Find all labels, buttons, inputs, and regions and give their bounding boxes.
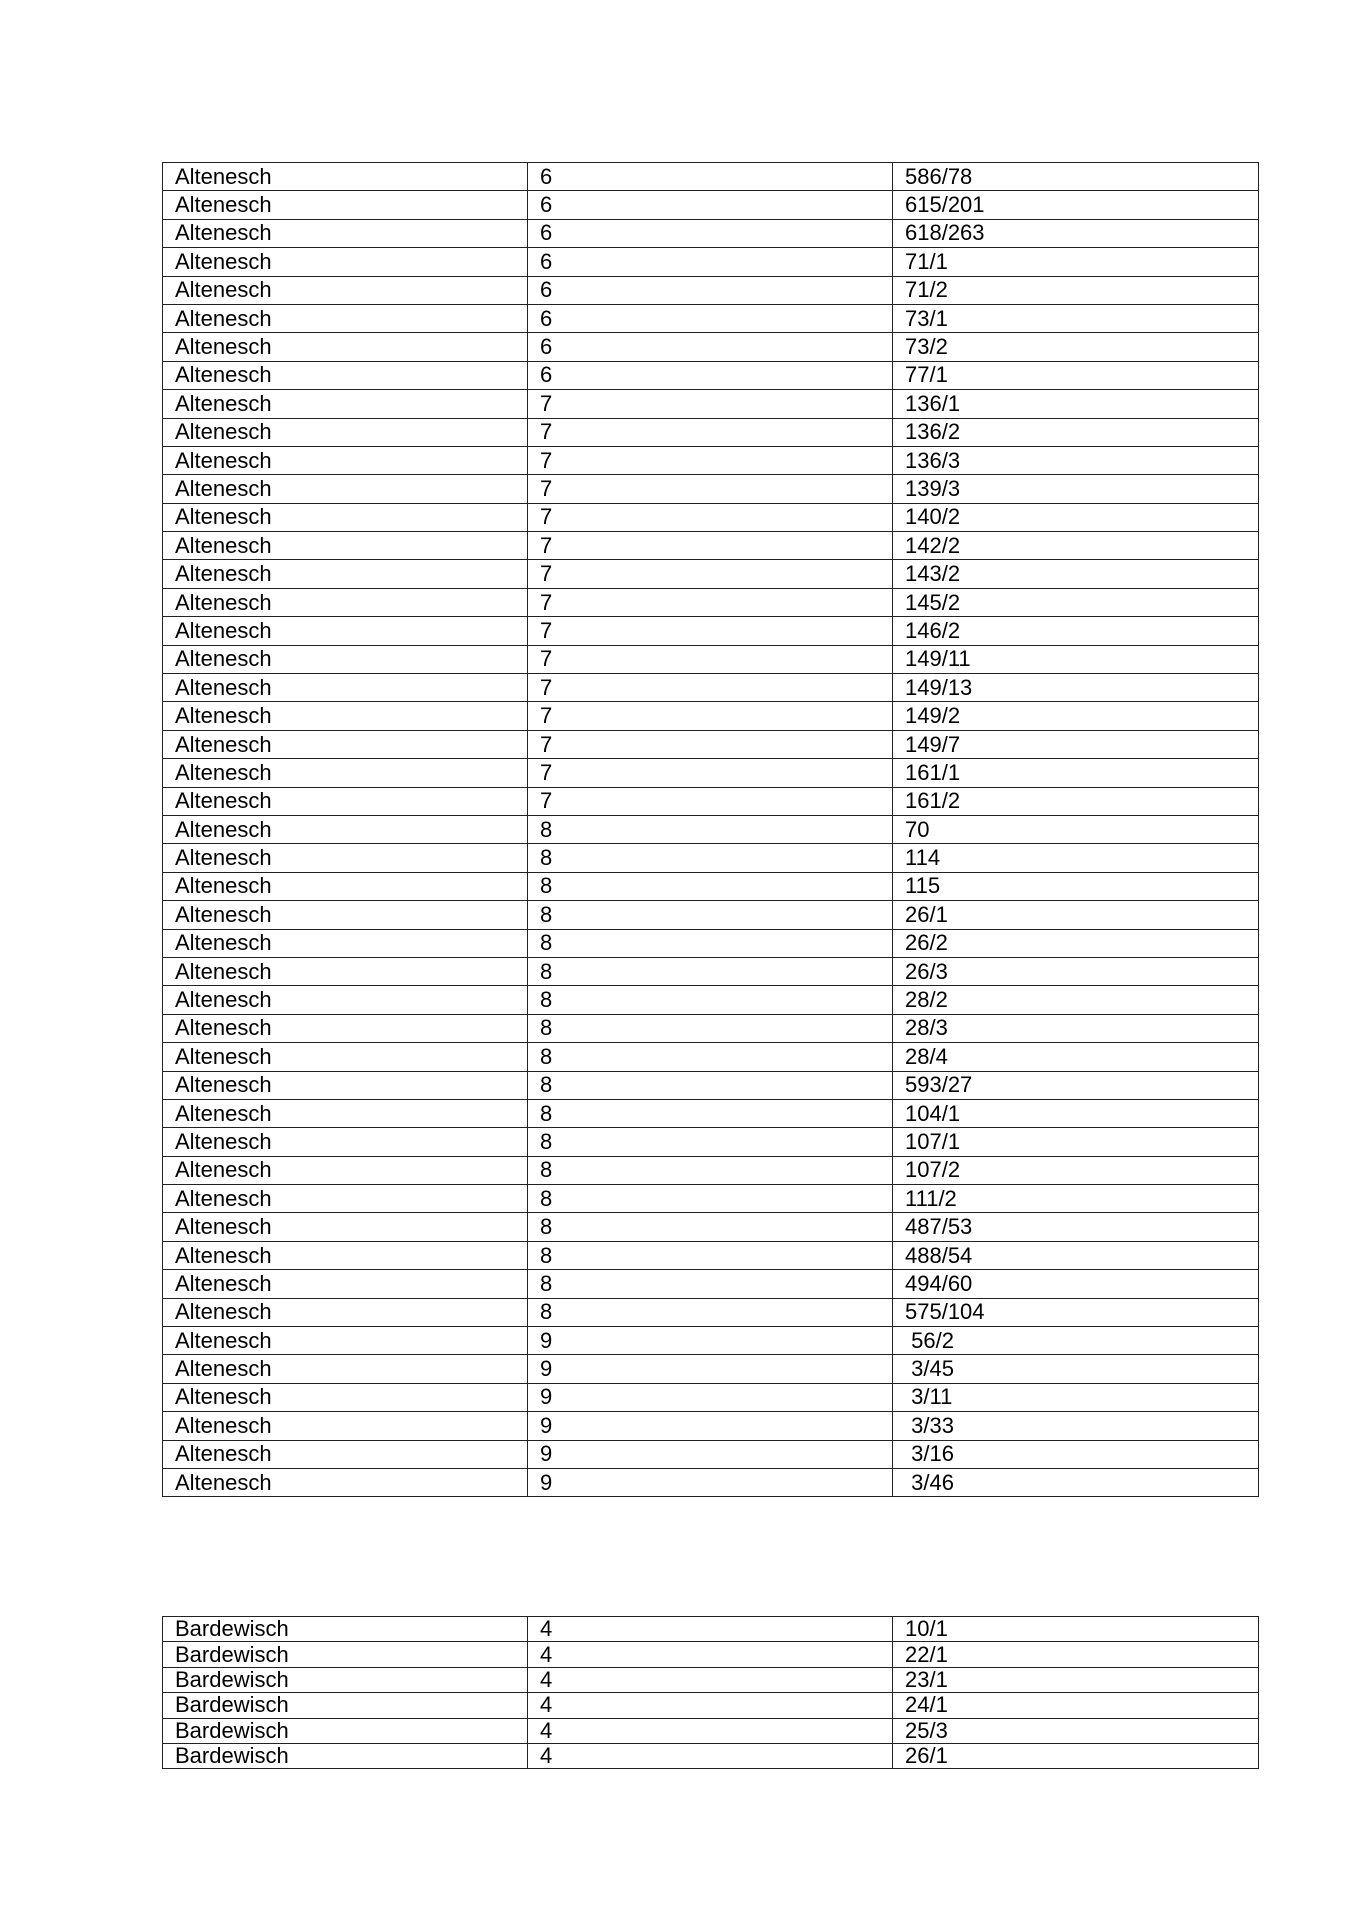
cell-flur: 8 (528, 1156, 893, 1184)
cell-parcel: 146/2 (893, 617, 1259, 645)
cell-parcel: 593/27 (893, 1071, 1259, 1099)
cell-location: Altenesch (163, 560, 528, 588)
cell-flur: 6 (528, 276, 893, 304)
table-row (163, 560, 1259, 588)
cell-parcel: 139/3 (893, 475, 1259, 503)
cell-parcel: 136/1 (893, 390, 1259, 418)
cell-location: Altenesch (163, 1241, 528, 1269)
cell-location: Altenesch (163, 1185, 528, 1213)
cell-flur: 4 (528, 1693, 893, 1718)
table-row (163, 730, 1259, 758)
cell-location: Altenesch (163, 1440, 528, 1468)
cell-location: Bardewisch (163, 1693, 528, 1718)
cell-location: Altenesch (163, 1270, 528, 1298)
cell-location: Altenesch (163, 901, 528, 929)
cell-location: Altenesch (163, 1327, 528, 1355)
cell-parcel: 149/2 (893, 702, 1259, 730)
table-row (163, 674, 1259, 702)
table-row (163, 1043, 1259, 1071)
table-row (163, 1099, 1259, 1127)
cell-parcel: 71/1 (893, 248, 1259, 276)
cell-parcel: 70 (893, 815, 1259, 843)
cell-location: Bardewisch (163, 1743, 528, 1768)
cell-flur: 6 (528, 304, 893, 332)
cell-location: Altenesch (163, 276, 528, 304)
cell-location: Altenesch (163, 957, 528, 985)
cell-flur: 7 (528, 702, 893, 730)
cell-flur: 9 (528, 1440, 893, 1468)
cell-flur: 9 (528, 1383, 893, 1411)
cell-flur: 8 (528, 929, 893, 957)
cell-flur: 8 (528, 1128, 893, 1156)
table-row (163, 1667, 1259, 1692)
cell-parcel: 149/7 (893, 730, 1259, 758)
cell-location: Altenesch (163, 1355, 528, 1383)
cell-parcel: 618/263 (893, 219, 1259, 247)
cell-parcel: 615/201 (893, 191, 1259, 219)
cell-flur: 6 (528, 361, 893, 389)
cell-location: Altenesch (163, 702, 528, 730)
cell-location: Altenesch (163, 219, 528, 247)
cell-parcel: 28/2 (893, 986, 1259, 1014)
cell-location: Altenesch (163, 446, 528, 474)
parcel-table-bardewisch (162, 1616, 1259, 1769)
table-row (163, 219, 1259, 247)
table-row (163, 1241, 1259, 1269)
cell-flur: 7 (528, 645, 893, 673)
cell-parcel: 26/1 (893, 1743, 1259, 1768)
cell-flur: 8 (528, 844, 893, 872)
cell-flur: 8 (528, 1099, 893, 1127)
table-row (163, 901, 1259, 929)
table-row (163, 333, 1259, 361)
cell-parcel: 104/1 (893, 1099, 1259, 1127)
table-row (163, 1355, 1259, 1383)
cell-parcel: 71/2 (893, 276, 1259, 304)
cell-parcel: 22/1 (893, 1642, 1259, 1667)
cell-parcel: 26/1 (893, 901, 1259, 929)
cell-location: Bardewisch (163, 1642, 528, 1667)
cell-location: Bardewisch (163, 1617, 528, 1642)
table-row (163, 617, 1259, 645)
cell-parcel: 114 (893, 844, 1259, 872)
cell-parcel: 73/1 (893, 304, 1259, 332)
table-row (163, 1156, 1259, 1184)
cell-flur: 8 (528, 1298, 893, 1326)
cell-location: Altenesch (163, 333, 528, 361)
cell-parcel: 136/3 (893, 446, 1259, 474)
cell-parcel: 26/3 (893, 957, 1259, 985)
table-row (163, 390, 1259, 418)
table-row (163, 759, 1259, 787)
cell-flur: 6 (528, 219, 893, 247)
table-row (163, 1617, 1259, 1642)
cell-parcel: 161/2 (893, 787, 1259, 815)
cell-location: Bardewisch (163, 1667, 528, 1692)
cell-parcel: 56/2 (893, 1327, 1259, 1355)
cell-location: Altenesch (163, 1043, 528, 1071)
cell-parcel: 77/1 (893, 361, 1259, 389)
cell-location: Altenesch (163, 418, 528, 446)
cell-parcel: 3/33 (893, 1412, 1259, 1440)
cell-flur: 8 (528, 1071, 893, 1099)
cell-flur: 8 (528, 901, 893, 929)
cell-location: Altenesch (163, 844, 528, 872)
cell-flur: 7 (528, 475, 893, 503)
table-row (163, 1383, 1259, 1411)
cell-location: Altenesch (163, 986, 528, 1014)
cell-parcel: 111/2 (893, 1185, 1259, 1213)
cell-location: Altenesch (163, 1468, 528, 1496)
cell-location: Altenesch (163, 1099, 528, 1127)
cell-location: Altenesch (163, 1014, 528, 1042)
table-row (163, 1412, 1259, 1440)
cell-location: Altenesch (163, 191, 528, 219)
cell-flur: 4 (528, 1718, 893, 1743)
cell-parcel: 107/1 (893, 1128, 1259, 1156)
table-row (163, 1014, 1259, 1042)
cell-parcel: 26/2 (893, 929, 1259, 957)
table-row (163, 957, 1259, 985)
cell-location: Altenesch (163, 475, 528, 503)
table-row (163, 248, 1259, 276)
cell-location: Altenesch (163, 361, 528, 389)
table-row (163, 503, 1259, 531)
cell-flur: 6 (528, 333, 893, 361)
table-row (163, 1298, 1259, 1326)
cell-flur: 4 (528, 1667, 893, 1692)
table-row (163, 1071, 1259, 1099)
cell-location: Altenesch (163, 1383, 528, 1411)
cell-parcel: 575/104 (893, 1298, 1259, 1326)
cell-location: Altenesch (163, 163, 528, 191)
table-row (163, 1642, 1259, 1667)
cell-flur: 6 (528, 248, 893, 276)
cell-parcel: 494/60 (893, 1270, 1259, 1298)
cell-flur: 7 (528, 503, 893, 531)
cell-flur: 4 (528, 1617, 893, 1642)
cell-flur: 8 (528, 986, 893, 1014)
cell-flur: 8 (528, 957, 893, 985)
cell-location: Bardewisch (163, 1718, 528, 1743)
cell-parcel: 161/1 (893, 759, 1259, 787)
cell-flur: 9 (528, 1355, 893, 1383)
table-row (163, 475, 1259, 503)
cell-location: Altenesch (163, 1412, 528, 1440)
table-row (163, 304, 1259, 332)
cell-location: Altenesch (163, 815, 528, 843)
table-row (163, 929, 1259, 957)
table-row (163, 418, 1259, 446)
table-row (163, 1743, 1259, 1768)
table-row (163, 645, 1259, 673)
cell-flur: 7 (528, 532, 893, 560)
cell-location: Altenesch (163, 617, 528, 645)
cell-location: Altenesch (163, 248, 528, 276)
table-row (163, 1440, 1259, 1468)
cell-flur: 6 (528, 191, 893, 219)
cell-location: Altenesch (163, 1156, 528, 1184)
cell-location: Altenesch (163, 787, 528, 815)
cell-parcel: 487/53 (893, 1213, 1259, 1241)
table-row (163, 588, 1259, 616)
table-row (163, 1327, 1259, 1355)
cell-location: Altenesch (163, 503, 528, 531)
cell-parcel: 28/3 (893, 1014, 1259, 1042)
cell-location: Altenesch (163, 645, 528, 673)
cell-parcel: 23/1 (893, 1667, 1259, 1692)
cell-flur: 7 (528, 674, 893, 702)
cell-location: Altenesch (163, 588, 528, 616)
cell-flur: 9 (528, 1468, 893, 1496)
cell-parcel: 143/2 (893, 560, 1259, 588)
cell-flur: 7 (528, 759, 893, 787)
table-row (163, 446, 1259, 474)
cell-parcel: 140/2 (893, 503, 1259, 531)
table-row (163, 1270, 1259, 1298)
cell-flur: 6 (528, 163, 893, 191)
cell-parcel: 586/78 (893, 163, 1259, 191)
cell-parcel: 115 (893, 872, 1259, 900)
table-row (163, 844, 1259, 872)
cell-parcel: 149/11 (893, 645, 1259, 673)
cell-location: Altenesch (163, 872, 528, 900)
table-body (163, 1617, 1259, 1769)
cell-flur: 7 (528, 418, 893, 446)
cell-flur: 9 (528, 1327, 893, 1355)
cell-flur: 7 (528, 390, 893, 418)
cell-location: Altenesch (163, 674, 528, 702)
cell-parcel: 3/46 (893, 1468, 1259, 1496)
table-row (163, 276, 1259, 304)
table-row (163, 1185, 1259, 1213)
cell-location: Altenesch (163, 929, 528, 957)
table-row (163, 1468, 1259, 1496)
table-row (163, 787, 1259, 815)
cell-location: Altenesch (163, 1298, 528, 1326)
cell-parcel: 10/1 (893, 1617, 1259, 1642)
cell-location: Altenesch (163, 1128, 528, 1156)
cell-flur: 7 (528, 617, 893, 645)
table-row (163, 986, 1259, 1014)
cell-flur: 8 (528, 1241, 893, 1269)
table-row (163, 815, 1259, 843)
table-row (163, 1213, 1259, 1241)
table-body (163, 163, 1259, 1497)
cell-parcel: 488/54 (893, 1241, 1259, 1269)
cell-flur: 7 (528, 560, 893, 588)
table-row (163, 191, 1259, 219)
cell-flur: 9 (528, 1412, 893, 1440)
cell-parcel: 24/1 (893, 1693, 1259, 1718)
cell-location: Altenesch (163, 1213, 528, 1241)
cell-parcel: 149/13 (893, 674, 1259, 702)
cell-flur: 8 (528, 872, 893, 900)
cell-location: Altenesch (163, 390, 528, 418)
cell-parcel: 145/2 (893, 588, 1259, 616)
cell-flur: 7 (528, 588, 893, 616)
cell-parcel: 136/2 (893, 418, 1259, 446)
cell-flur: 8 (528, 815, 893, 843)
cell-parcel: 25/3 (893, 1718, 1259, 1743)
cell-flur: 8 (528, 1270, 893, 1298)
cell-parcel: 28/4 (893, 1043, 1259, 1071)
cell-flur: 8 (528, 1014, 893, 1042)
cell-flur: 4 (528, 1743, 893, 1768)
table-row (163, 1128, 1259, 1156)
table-row (163, 702, 1259, 730)
table-row (163, 1718, 1259, 1743)
cell-location: Altenesch (163, 304, 528, 332)
cell-parcel: 3/45 (893, 1355, 1259, 1383)
cell-flur: 8 (528, 1213, 893, 1241)
cell-parcel: 3/11 (893, 1383, 1259, 1411)
cell-location: Altenesch (163, 532, 528, 560)
cell-parcel: 142/2 (893, 532, 1259, 560)
table-row (163, 361, 1259, 389)
cell-parcel: 73/2 (893, 333, 1259, 361)
cell-flur: 4 (528, 1642, 893, 1667)
cell-flur: 7 (528, 787, 893, 815)
cell-flur: 7 (528, 446, 893, 474)
table-row (163, 163, 1259, 191)
cell-flur: 8 (528, 1185, 893, 1213)
cell-location: Altenesch (163, 759, 528, 787)
table-row (163, 532, 1259, 560)
table-row (163, 872, 1259, 900)
cell-flur: 7 (528, 730, 893, 758)
cell-parcel: 3/16 (893, 1440, 1259, 1468)
table-row (163, 1693, 1259, 1718)
parcel-table-altenesch (162, 162, 1259, 1497)
cell-location: Altenesch (163, 730, 528, 758)
cell-flur: 8 (528, 1043, 893, 1071)
cell-parcel: 107/2 (893, 1156, 1259, 1184)
cell-location: Altenesch (163, 1071, 528, 1099)
